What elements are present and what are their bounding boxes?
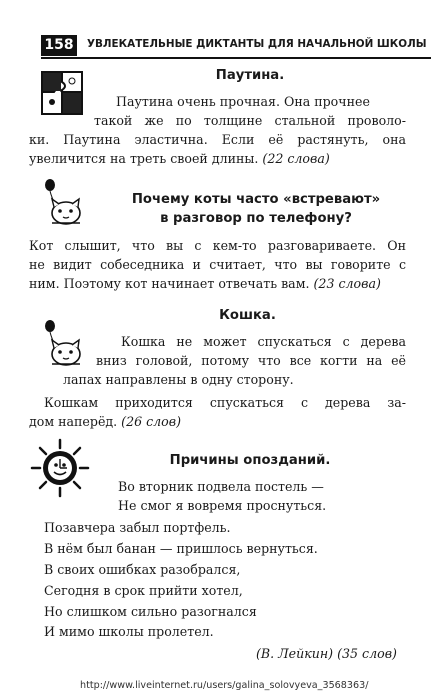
word-count: (22 слова) [262,151,330,166]
text-line: не видит собеседника и считает, что вы говорите с [29,257,406,272]
section-title-reasons-late: Причины опозданий. [169,453,331,468]
poem-line: Сегодня в срок прийти хотел, [44,583,243,598]
text-line-content: ним. Поэтому кот начинает отвечать вам. [29,276,310,291]
source-url[interactable]: http://www.liveinternet.ru/users/galina_solovyeva_3568363/ [80,680,369,691]
author: (В. Лейкин) [256,646,334,661]
text-line: Кошкам приходится спускаться с дерева за- [44,395,406,410]
puzzle-icon [40,68,86,118]
poem-line: Но слишком сильно разогнался [44,604,257,619]
poem-line: В своих ошибках разобрался, [44,562,241,577]
page-number: 158 [41,35,77,56]
poem-line: В нём был банан — пришлось вернуться. [44,541,318,556]
text-line-content: дом наперёд. [29,414,118,429]
section-title-web: Паутина. [215,68,285,83]
text-line [29,149,330,168]
text-line: такой же по толщине стальной проволо- [94,113,406,128]
section-title-cats-phone-line2: в разговор по телефону? [160,211,352,226]
poem-line: И мимо школы пролетел. [44,624,214,639]
attribution [256,644,397,663]
section-title-cat: Кошка. [219,308,276,323]
text-line: Кот слышит, что вы с кем-то разговариваете. Он [29,238,406,253]
text-line: лапах направлены в одну сторону. [63,372,294,387]
text-line [29,412,181,431]
sun-clock-icon [30,438,90,498]
section-title-cats-phone-line1: Почему коты часто «встревают» [131,192,381,207]
text-line: Паутина очень прочная. Она прочнее [116,94,370,109]
word-count: (35 слов) [337,646,397,661]
poem-line: Во вторник подвела постель — [118,479,324,494]
page-header [41,35,431,59]
text-line-content: увеличится на треть своей длины. [29,151,259,166]
cat-balloon-icon [38,318,84,368]
poem-line: Не смог я вовремя проснуться. [118,498,327,513]
word-count: (26 слов) [121,414,182,429]
text-line: ки. Паутина эластична. Если её растянуть, она [29,132,406,147]
text-line: вниз головой, потому что все когти на её [96,353,406,368]
text-line [29,274,381,293]
poem-line: Позавчера забыл портфель. [44,520,231,535]
word-count: (23 слова) [313,276,381,291]
running-title: УВЛЕКАТЕЛЬНЫЕ ДИКТАНТЫ ДЛЯ НАЧАЛЬНОЙ ШКОЛЫ [87,38,427,50]
text-line: Кошка не может спускаться с дерева [121,334,406,349]
cat-balloon-icon [38,177,84,227]
